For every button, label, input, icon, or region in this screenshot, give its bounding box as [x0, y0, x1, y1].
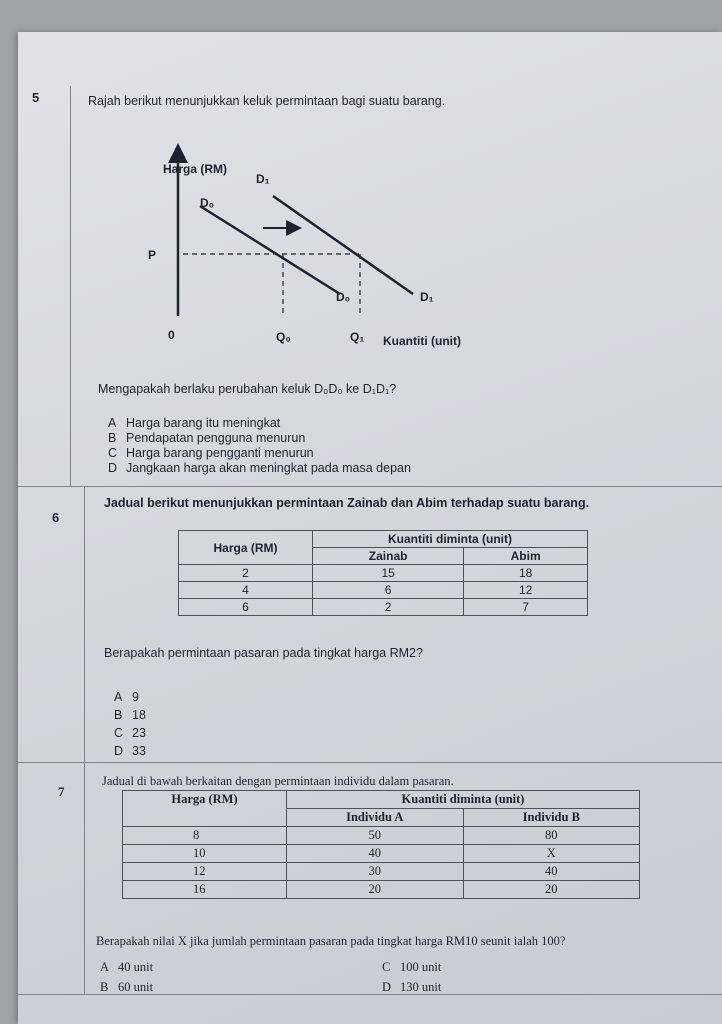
table-row: 10 40 X [123, 845, 640, 863]
question-divider [84, 762, 85, 994]
price-p-label: P [148, 248, 157, 262]
question-text: Berapakah nilai X jika jumlah permintaan pasaran pada tingkat harga RM10 seunit ialah 100? [96, 934, 566, 948]
question-text: Berapakah permintaan pasaran pada tingkat harga RM2? [104, 646, 423, 660]
table-row: 8 50 80 [123, 827, 640, 845]
question-7 [18, 762, 722, 995]
origin-label: 0 [168, 328, 175, 342]
question-text: Mengapakah berlaku perubahan keluk D₀D₀ ke D₁D₁? [98, 382, 397, 396]
col-header-a: Zainab [313, 548, 464, 565]
demand-table [178, 530, 588, 616]
table-row: 6 2 7 [179, 599, 588, 616]
option-b[interactable]: B 18 [114, 708, 146, 722]
option-c[interactable]: C Harga barang pengganti menurun [108, 446, 314, 460]
option-d[interactable]: D Jangkaan harga akan meningkat pada masa depan [108, 461, 411, 475]
option-b[interactable]: B Pendapatan pengguna menurun [108, 431, 306, 445]
table-row: 4 6 12 [179, 582, 588, 599]
option-d[interactable]: D 33 [114, 744, 146, 758]
question-number: 5 [32, 90, 40, 105]
question-5 [18, 86, 722, 487]
question-divider [84, 486, 85, 762]
option-a[interactable]: A Harga barang itu meningkat [108, 416, 281, 430]
question-intro: Rajah berikut menunjukkan keluk permintaan bagi suatu barang. [88, 94, 446, 108]
option-a[interactable]: A 40 unit [100, 960, 154, 974]
q0-label: Q₀ [276, 330, 291, 344]
y-axis-label: Harga (RM) [163, 162, 228, 176]
option-c[interactable]: C 100 unit [382, 960, 442, 974]
option-d[interactable]: D 130 unit [382, 980, 442, 994]
col-header-b: Individu B [463, 809, 640, 827]
d0-top-label: D₀ [200, 196, 215, 210]
col-header-price: Harga (RM) [179, 531, 313, 565]
option-c[interactable]: C 23 [114, 726, 146, 740]
question-intro: Jadual di bawah berkaitan dengan permintaan individu dalam pasaran. [102, 774, 454, 788]
col-header-a: Individu A [287, 809, 464, 827]
x-axis-label: Kuantiti (unit) [383, 334, 461, 348]
d0-bottom-label: D₀ [336, 290, 351, 304]
table-row: 12 30 40 [123, 863, 640, 881]
question-divider [70, 86, 71, 486]
d1-bottom-label: D₁ [420, 290, 434, 304]
option-a[interactable]: A 9 [114, 690, 139, 704]
col-header-group: Kuantiti diminta (unit) [287, 791, 640, 809]
demand-curve-graph [128, 116, 468, 316]
table-row: 16 20 20 [123, 881, 640, 899]
d1-top-label: D₁ [256, 172, 270, 186]
curve-d1 [273, 196, 413, 294]
demand-table [122, 790, 640, 899]
question-number: 6 [52, 510, 60, 525]
exam-page [18, 32, 722, 1024]
question-6 [18, 486, 722, 763]
option-b[interactable]: B 60 unit [100, 980, 154, 994]
question-number: 7 [58, 784, 65, 799]
col-header-group: Kuantiti diminta (unit) [313, 531, 588, 548]
q1-label: Q₁ [350, 330, 365, 344]
question-intro: Jadual berikut menunjukkan permintaan Zainab dan Abim terhadap suatu barang. [104, 496, 590, 510]
table-row: 2 15 18 [179, 565, 588, 582]
col-header-b: Abim [464, 548, 588, 565]
col-header-price: Harga (RM) [123, 791, 287, 827]
curve-d0 [200, 206, 340, 294]
